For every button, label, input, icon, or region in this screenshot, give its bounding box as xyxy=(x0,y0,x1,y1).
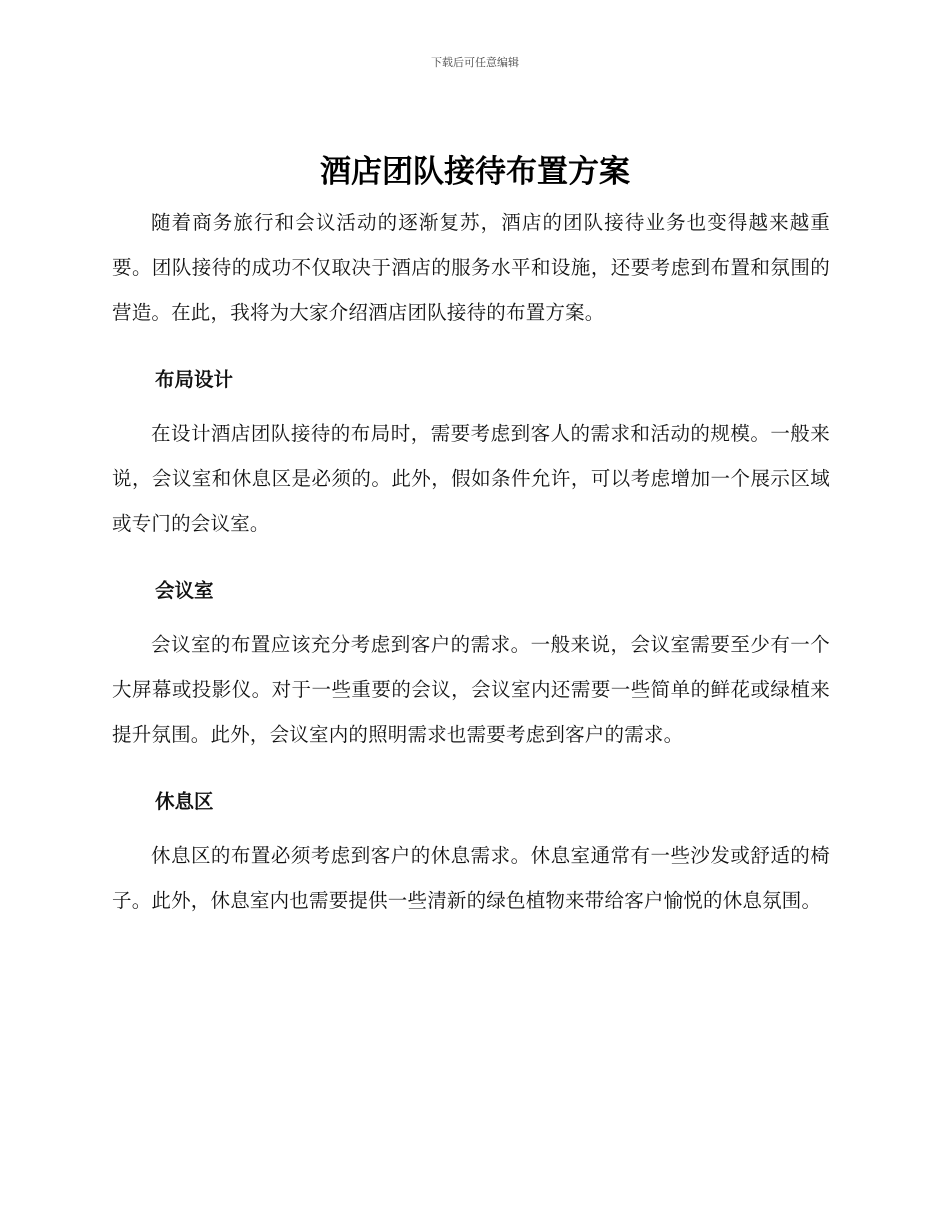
section-body-layout: 在设计酒店团队接待的布局时，需要考虑到客人的需求和活动的规模。一般来说，会议室和休息区是必须的。此外，假如条件允许，可以考虑增加一个展示区域或专门的会议室。 xyxy=(112,422,830,535)
section-body-meeting-room: 会议室的布置应该充分考虑到客户的需求。一般来说，会议室需要至少有一个大屏幕或投影仪。对于一些重要的会议，会议室内还需要一些简单的鲜花或绿植来提升氛围。此外，会议室内的照明需求也需要考虑到客户的需求。 xyxy=(112,633,830,746)
section-heading-lounge: 休息区 xyxy=(155,790,214,813)
intro-paragraph: 随着商务旅行和会议活动的逐渐复苏，酒店的团队接待业务也变得越来越重要。团队接待的成功不仅取决于酒店的服务水平和设施，还要考虑到布置和氛围的营造。在此，我将为大家介绍酒店团队接待的布置方案。 xyxy=(112,211,830,324)
spacer xyxy=(112,335,830,349)
section-body-lounge: 休息区的布置必须考虑到客户的休息需求。休息室通常有一些沙发或舒适的椅子。此外，休息室内也需要提供一些清新的绿色植物来带给客户愉悦的休息氛围。 xyxy=(112,844,830,912)
spacer xyxy=(112,546,830,560)
document-title: 酒店团队接待布置方案 xyxy=(320,154,630,190)
section-heading-meeting-room: 会议室 xyxy=(155,579,214,602)
document-body xyxy=(112,200,830,923)
spacer xyxy=(112,757,830,771)
section-heading-layout: 布局设计 xyxy=(155,368,234,391)
page-header-note: 下载后可任意编辑 xyxy=(431,56,519,69)
